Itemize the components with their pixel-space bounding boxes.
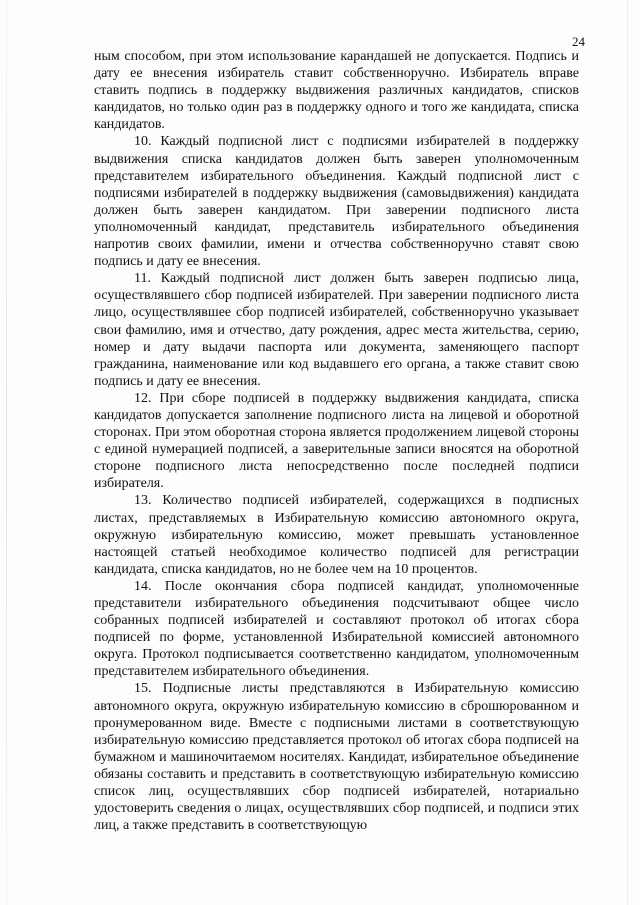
paragraph-continuation: ным способом, при этом использование карандашей не допускается. Подпись и дату ее внесения избиратель ставит собственноручно. Избиратель вправе ставить подпись в поддержку выдвижения различных кандидатов, списков кандидатов, но только один раз в поддержку одного и того же кандидата, списка кандидатов. bbox=[94, 49, 579, 133]
paragraph-10: 10. Каждый подписной лист с подписями избирателей в поддержку выдвижения списка кандидатов должен быть заверен уполномоченным представителем избирательного объединения. Каждый подписной лист с подписями избирателей в поддержку выдвижения (самовыдвижения) кандидата должен быть заверен кандидатом. При заверении подписного листа уполномоченный кандидат, представитель избирательного объединения напротив своих фамилии, имени и отчества собственноручно ставят свою подпись и дату ее внесения. bbox=[94, 134, 579, 270]
document-body bbox=[94, 48, 579, 834]
paragraph-12: 12. При сборе подписей в поддержку выдвижения кандидата, списка кандидатов допускается заполнение подписного листа на лицевой и оборотной сторонах. При этом оборотная сторона является продолжением лицевой стороны с единой нумерацией подписей, а заверительные записи вносятся на оборотной стороне подписного листа непосредственно после последней подписи избирателя. bbox=[94, 390, 579, 492]
paragraph-15: 15. Подписные листы представляются в Избирательную комиссию автономного округа, окружную избирательную комиссию в сброшюрованном и пронумерованном виде. Вместе с подписными листами в соответствующую избирательную комиссию представляется протокол об итогах сбора подписей на бумажном и машиночитаемом носителях. Кандидат, избирательное объединение обязаны составить и представить в соответствующую избирательную комиссию список лиц, осуществлявших сбор подписей избирателей, нотариально удостоверить сведения о лицах, осуществлявших сбор подписей, и подписи этих лиц, а также представить в соответствующую bbox=[94, 681, 579, 834]
paragraph-13: 13. Количество подписей избирателей, содержащихся в подписных листах, представляемых в Избирательную комиссию автономного округа, окружную избирательную комиссию, может превышать установленное настоящей статьей необходимое количество подписей для регистрации кандидата, списка кандидатов, но не более чем на 10 процентов. bbox=[94, 493, 579, 577]
scan-edge-right bbox=[627, 0, 628, 905]
page-number: 24 bbox=[572, 34, 585, 49]
paragraph-11: 11. Каждый подписной лист должен быть заверен подписью лица, осуществлявшего сбор подписей избирателей. При заверении подписного листа лицо, осуществлявшее сбор подписей избирателей, собственноручно указывает свои фамилию, имя и отчество, дату рождения, адрес места жительства, серию, номер и дату выдачи паспорта или документа, заменяющего паспорт гражданина, наименование или код выдавшего его органа, а также ставит свою подпись и дату ее внесения. bbox=[94, 271, 579, 389]
paragraph-14: 14. После окончания сбора подписей кандидат, уполномоченные представители избирательного объединения подсчитывают общее число собранных подписей избирателей и составляют протокол об итогах сбора подписей по форме, установленной Избирательной комиссией автономного округа. Протокол подписывается соответственно кандидатом, уполномоченным представителем избирательного объединения. bbox=[94, 578, 579, 680]
scan-edge-left bbox=[6, 0, 7, 905]
